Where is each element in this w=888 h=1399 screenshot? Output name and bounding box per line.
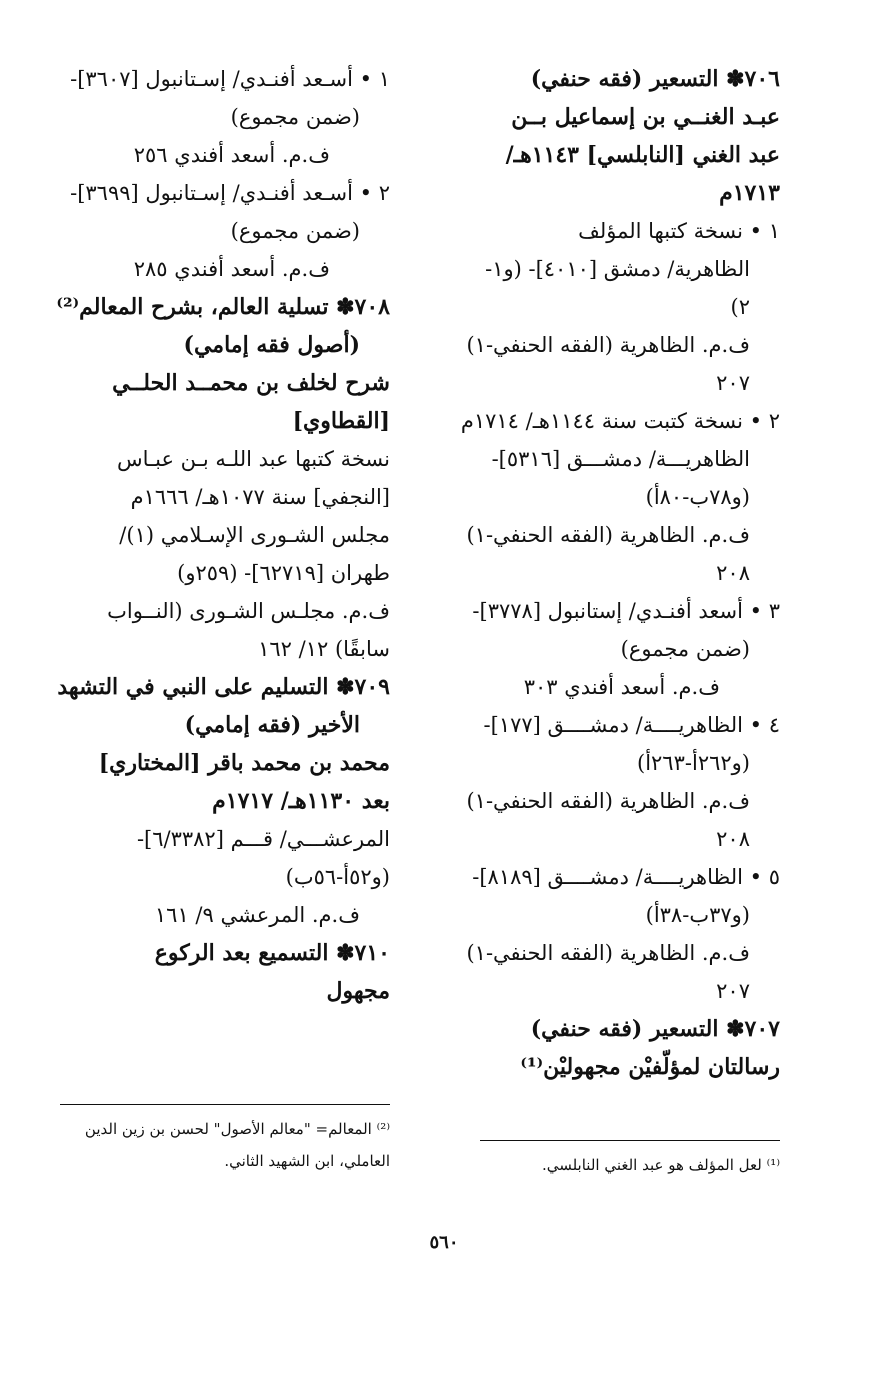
text-line: طهران [٦٢٧١٩]- (٢٥٩و) bbox=[177, 561, 390, 585]
text-line: (ضمن مجموع) bbox=[620, 637, 750, 661]
right-column bbox=[440, 60, 780, 1086]
text-line: ف.م. أسعد أفندي ٢٨٥ bbox=[133, 257, 330, 281]
text-line: عبد الغني [النابلسي] ١١٤٣هـ/ bbox=[505, 142, 780, 168]
footnote-separator-left bbox=[60, 1104, 390, 1105]
text-line: ٢٠٨ bbox=[716, 827, 750, 851]
text-line: (ضمن مجموع) bbox=[230, 105, 360, 129]
text-line: الظاهرية/ دمشق [٤٠١٠]- (و١- bbox=[485, 257, 750, 281]
entry-heading: ٧١٠✽ التسميع بعد الركوع bbox=[154, 940, 390, 966]
text-line: ف.م. أسعد أفندي ٣٠٣ bbox=[523, 675, 720, 699]
text-line: ٢٠٧ bbox=[716, 371, 750, 395]
text-line: ٢ • أسـعد أفنـدي/ إسـتانبول [٣٦٩٩]- bbox=[70, 181, 390, 205]
text-line: عبـد الغنــي بن إسماعيل بــن bbox=[511, 104, 780, 130]
text-line: ١٧١٣م bbox=[719, 180, 780, 206]
text-line: ٣ • أسعد أفنـدي/ إستانبول [٣٧٧٨]- bbox=[472, 599, 780, 623]
text-line: ف.م. مجلـس الشـورى (النــواب bbox=[107, 599, 390, 623]
text-line: ف.م. الظاهرية (الفقه الحنفي-١) bbox=[466, 941, 750, 965]
text-line: محمد بن محمد باقر [المختاري] bbox=[98, 750, 390, 776]
text-line: نسخة كتبها عبد اللـه بـن عبـاس bbox=[116, 447, 390, 471]
text-line: سابقًا) ١٢/ ١٦٢ bbox=[258, 637, 390, 661]
text-line: بعد ١١٣٠هـ/ ١٧١٧م bbox=[212, 788, 390, 814]
entry-heading: ٧٠٩✽ التسليم على النبي في التشهد bbox=[57, 674, 390, 700]
text-line: رسالتان لمؤلّفيْن مجهوليْن⁽¹⁾ bbox=[520, 1054, 780, 1080]
text-line: مجهول bbox=[326, 978, 390, 1004]
entry-heading: ٧٠٧✽ التسعير (فقه حنفي) bbox=[530, 1016, 780, 1042]
text-line: (أصول فقه إمامي) bbox=[183, 332, 360, 358]
text-line: [النجفي] سنة ١٠٧٧هـ/ ١٦٦٦م bbox=[130, 485, 390, 509]
text-line: ف.م. الظاهرية (الفقه الحنفي-١) bbox=[466, 523, 750, 547]
text-line: ف.م. المرعشي ٩/ ١٦١ bbox=[154, 903, 360, 927]
text-line: ف.م. أسعد أفندي ٢٥٦ bbox=[133, 143, 330, 167]
text-line: شرح لخلف بن محمــد الحلــي bbox=[112, 370, 390, 396]
text-line: ٢٠٨ bbox=[716, 561, 750, 585]
text-line: (و٣٧ب-٣٨أ) bbox=[645, 903, 750, 927]
entry-heading: ٧٠٨✽ تسلية العالم، بشرح المعالم⁽²⁾ bbox=[56, 294, 390, 320]
footnote-separator-right bbox=[480, 1140, 780, 1141]
text-line: ١ • نسخة كتبها المؤلف bbox=[578, 219, 780, 243]
text-line: مجلس الشـورى الإسـلامي (١)/ bbox=[119, 523, 390, 547]
footnote-left-line-1: ⁽²⁾ المعالم= "معالم الأصول" لحسن بن زين الدين bbox=[84, 1120, 390, 1138]
footnote-right: ⁽¹⁾ لعل المؤلف هو عبد الغني النابلسي. bbox=[541, 1156, 780, 1174]
text-line: (و٢٦٢أ-٢٦٣أ) bbox=[637, 751, 750, 775]
text-line: ٤ • الظاهريــــة/ دمشــــق [١٧٧]- bbox=[483, 713, 780, 737]
text-line: ٢ • نسخة كتبت سنة ١١٤٤هـ/ ١٧١٤م bbox=[460, 409, 780, 433]
text-line: ف.م. الظاهرية (الفقه الحنفي-١) bbox=[466, 789, 750, 813]
text-line: الظاهريـــة/ دمشـــق [٥٣١٦]- bbox=[491, 447, 750, 471]
text-line: ١ • أسـعد أفنـدي/ إسـتانبول [٣٦٠٧]- bbox=[70, 67, 390, 91]
footnote-left-line-2: العاملي، ابن الشهيد الثاني. bbox=[224, 1152, 390, 1170]
text-line: (و٥٢أ-٥٦ب) bbox=[285, 865, 390, 889]
text-line: (ضمن مجموع) bbox=[230, 219, 360, 243]
text-line: [القطاوي] bbox=[292, 408, 390, 434]
text-line: ٢) bbox=[730, 295, 750, 319]
left-column bbox=[50, 60, 390, 1010]
text-line: المرعشـــي/ قـــم [٦/٣٣٨٢]- bbox=[136, 827, 390, 851]
page-number: ٥٦٠ bbox=[429, 1232, 459, 1253]
text-line: الأخير (فقه إمامي) bbox=[184, 712, 360, 738]
text-line: ٢٠٧ bbox=[716, 979, 750, 1003]
entry-heading: ٧٠٦✽ التسعير (فقه حنفي) bbox=[530, 66, 780, 92]
text-line: ف.م. الظاهرية (الفقه الحنفي-١) bbox=[466, 333, 750, 357]
text-line: (و٧٨ب-٨٠أ) bbox=[645, 485, 750, 509]
text-line: ٥ • الظاهريــــة/ دمشــــق [٨١٨٩]- bbox=[472, 865, 780, 889]
